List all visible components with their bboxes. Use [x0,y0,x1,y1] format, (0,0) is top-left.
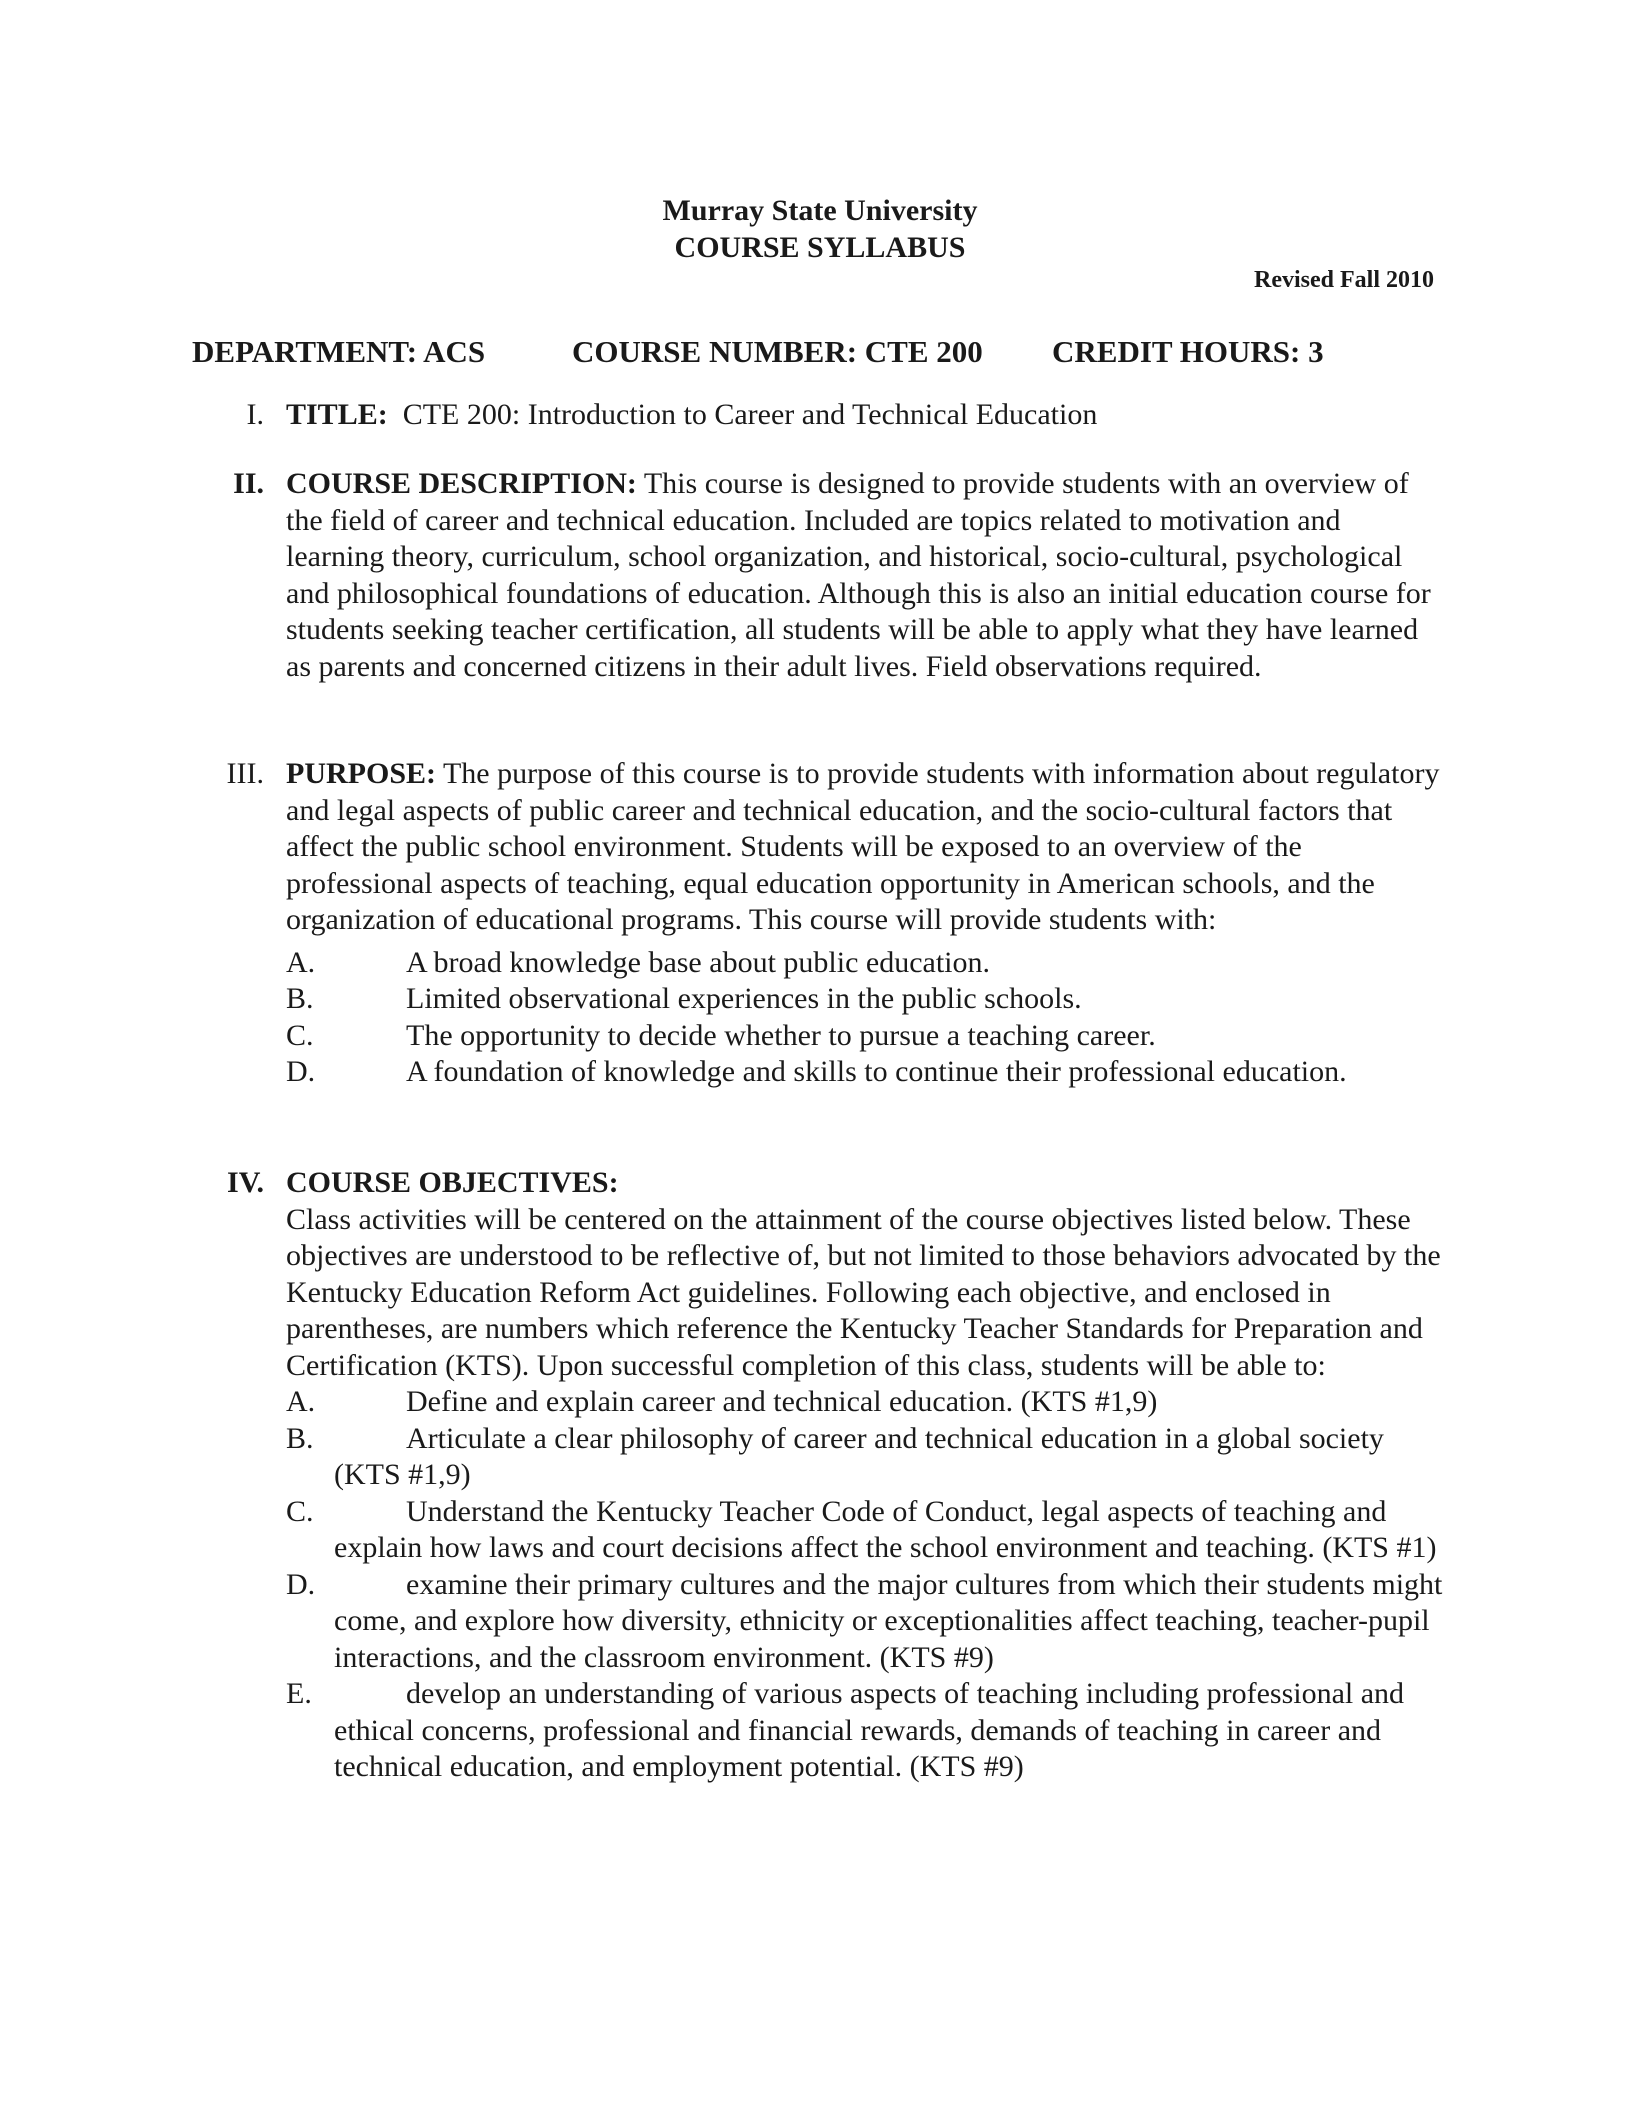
section-text: This course is designed to provide students with an overview of the field of career and technical education. Included are topics related to motivation and learning theory, curriculum, school organization, and historical, socio-cultural, psychological and philosophical foundations of education. Although this is also an initial education course for students seeking teacher certification, all students will be able to apply what they have learned as parents and concerned citizens in their adult lives. Field observations required. [286,467,1431,683]
section-numeral: II. [233,467,264,500]
section-numeral: I. [246,398,264,431]
section-numeral: IV. [227,1166,264,1199]
list-item [286,981,1446,1018]
list-letter: A. [286,1385,316,1418]
list-item [286,945,1446,982]
document-type: COURSE SYLLABUS [674,231,966,264]
section-heading: COURSE DESCRIPTION: [286,467,637,500]
list-text: A foundation of knowledge and skills to continue their professional education. [406,1055,1347,1088]
list-item [286,1494,1446,1567]
list-text: examine their primary cultures and the major cultures from which their students might come, and explore how diversity, ethnicity or exceptionalities affect teaching, teacher-pupil interactions, and the classroom environment. (KTS #9) [334,1567,1443,1674]
university-name: Murray State University [662,194,978,227]
list-item [286,1054,1446,1091]
section-text: Class activities will be centered on the attainment of the course objectives listed below. These objectives are understood to be reflective of, but not limited to those behaviors advocated by the Kentucky Education Reform Act guidelines. Following each objective, and enclosed in parentheses, are numbers which reference the Kentucky Teacher Standards for Preparation and Certification (KTS). Upon successful completion of this class, students will be able to: [286,1202,1441,1382]
credit-hours-label: CREDIT HOURS: 3 [1052,334,1324,369]
course-number-label: COURSE NUMBER: CTE 200 [572,334,983,369]
course-meta-row [192,334,1324,370]
list-text: Understand the Kentucky Teacher Code of Conduct, legal aspects of teaching and explain how laws and court decisions affect the school environment and teaching. (KTS #1) [334,1494,1437,1564]
list-text: Limited observational experiences in the public schools. [406,982,1082,1015]
revision-note: Revised Fall 2010 [1254,267,1434,293]
purpose-list [286,945,1446,1091]
objectives-list [286,1384,1446,1786]
list-letter: B. [286,982,314,1015]
list-letter: D. [286,1567,316,1601]
list-letter: B. [286,1421,314,1455]
list-text: Define and explain career and technical education. (KTS #1,9) [406,1385,1158,1418]
section-numeral: III. [226,757,264,790]
list-text: The opportunity to decide whether to pursue a teaching career. [406,1018,1156,1052]
document-header [0,192,1640,266]
list-text: develop an understanding of various aspects of teaching including professional and ethical concerns, professional and financial rewards, demands of teaching in career and technical education, and employment potential. (KTS #9) [334,1677,1405,1783]
section-text: The purpose of this course is to provide students with information about regulatory and legal aspects of public career and technical education, and the socio-cultural factors that affect the public school environment. Students will be exposed to an overview of the professional aspects of teaching, equal education opportunity in American schools, and the organization of educational programs. This course will provide students with: [286,757,1440,936]
list-letter: A. [286,945,316,979]
section-heading: TITLE: [286,398,388,431]
list-letter: C. [286,1018,314,1052]
department-label: DEPARTMENT: ACS [192,334,486,369]
list-letter: E. [286,1677,312,1710]
list-text: A broad knowledge base about public education. [406,945,991,979]
list-item [286,1018,1446,1055]
list-text: Articulate a clear philosophy of career and technical education in a global society (KTS #1,9) [334,1421,1384,1491]
list-letter: C. [286,1494,314,1528]
section-text: CTE 200: Introduction to Career and Technical Education [402,398,1098,431]
list-letter: D. [286,1055,316,1088]
list-item [286,1567,1446,1677]
list-item [286,1384,1446,1421]
list-item [286,1421,1446,1494]
section-heading: COURSE OBJECTIVES: [286,1166,619,1199]
list-item [286,1676,1446,1786]
section-heading: PURPOSE: [286,757,436,790]
